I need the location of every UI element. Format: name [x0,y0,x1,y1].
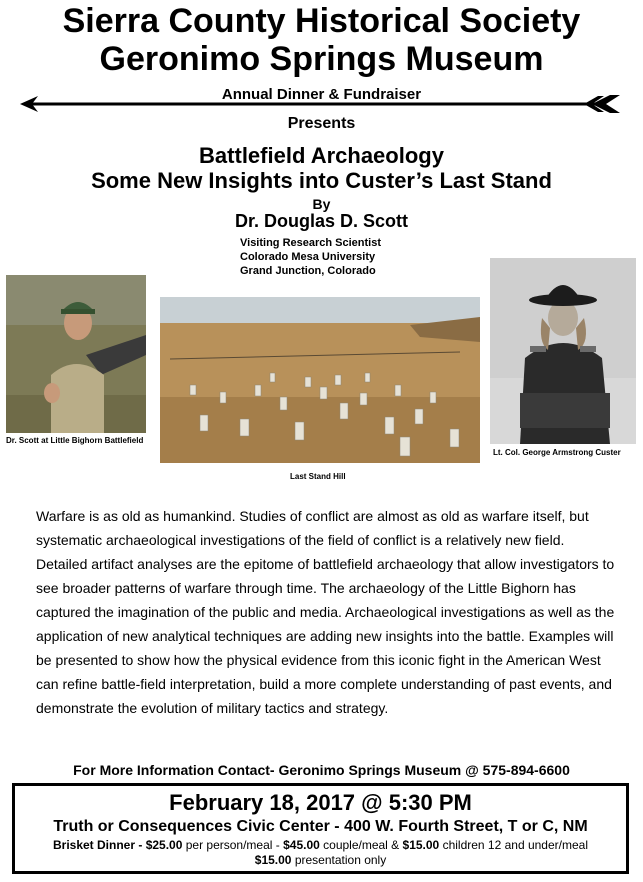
affiliation-line: Colorado Mesa University [240,251,376,263]
photo-custer [490,258,636,444]
dinner-subtitle: Annual Dinner & Fundraiser [221,86,422,103]
org-title: Sierra County Historical Society [62,2,581,40]
speaker-name: Dr. Douglas D. Scott [234,211,409,231]
caption-right: Lt. Col. George Armstrong Custer [493,448,621,457]
caption-center: Last Stand Hill [290,472,346,481]
event-pricing [15,838,626,868]
affiliation-line: Grand Junction, Colorado [240,265,376,277]
event-date: February 18, 2017 @ 5:30 PM [169,790,472,815]
price-presentation: $15.00 [254,853,292,867]
price-text: children 12 and under/meal [439,838,588,852]
price-text: couple/meal & [319,838,403,852]
by-label: By [312,196,331,212]
affiliation-line: Visiting Research Scientist [240,237,382,249]
photo-dr-scott [6,275,146,433]
price-text: presentation only [291,853,387,867]
event-venue: Truth or Consequences Civic Center - 400 W. Fourth Street, T or C, NM [53,818,588,835]
photo-last-stand-hill [160,297,480,463]
price-children: $15.00 [402,838,440,852]
talk-title-line1: Battlefield Archaeology [199,143,444,168]
talk-title-line2: Some New Insights into Custer’s Last Stand [91,168,552,193]
contact-line: For More Information Contact- Geronimo Springs Museum @ 575-894-6600 [73,762,570,778]
price-couple: $45.00 [283,838,320,852]
presents-label: Presents [287,115,356,132]
price-label: Brisket Dinner - [52,838,146,852]
price-per-person: $25.00 [145,838,183,852]
event-details-box [12,783,629,874]
abstract-paragraph: Warfare is as old as humankind. Studies of conflict are almost as old as warfare itself, but systematic archaeological investigations of the field of conflict is a relatively new field. Detailed artifact analyses are the epitome of battlefield archaeology that allow investigators to see broader patterns of warfare through time. The archaeology of the Little Bighorn has captured the imagination of the public and media. Archaeological investigations as well as the application of new analytical techniques are adding new insights into the battle. Examples will be presented to show how the physical evidence from this iconic fight in the American West can refine battle-field interpretation, build a more complete understanding of past events, and demonstrate the evolution of military tactics and strategy. [36,508,615,716]
caption-left: Dr. Scott at Little Bighorn Battlefield [6,436,144,445]
price-text: per person/meal - [182,838,284,852]
museum-title: Geronimo Springs Museum [99,40,544,78]
speaker-affiliation [240,236,381,278]
